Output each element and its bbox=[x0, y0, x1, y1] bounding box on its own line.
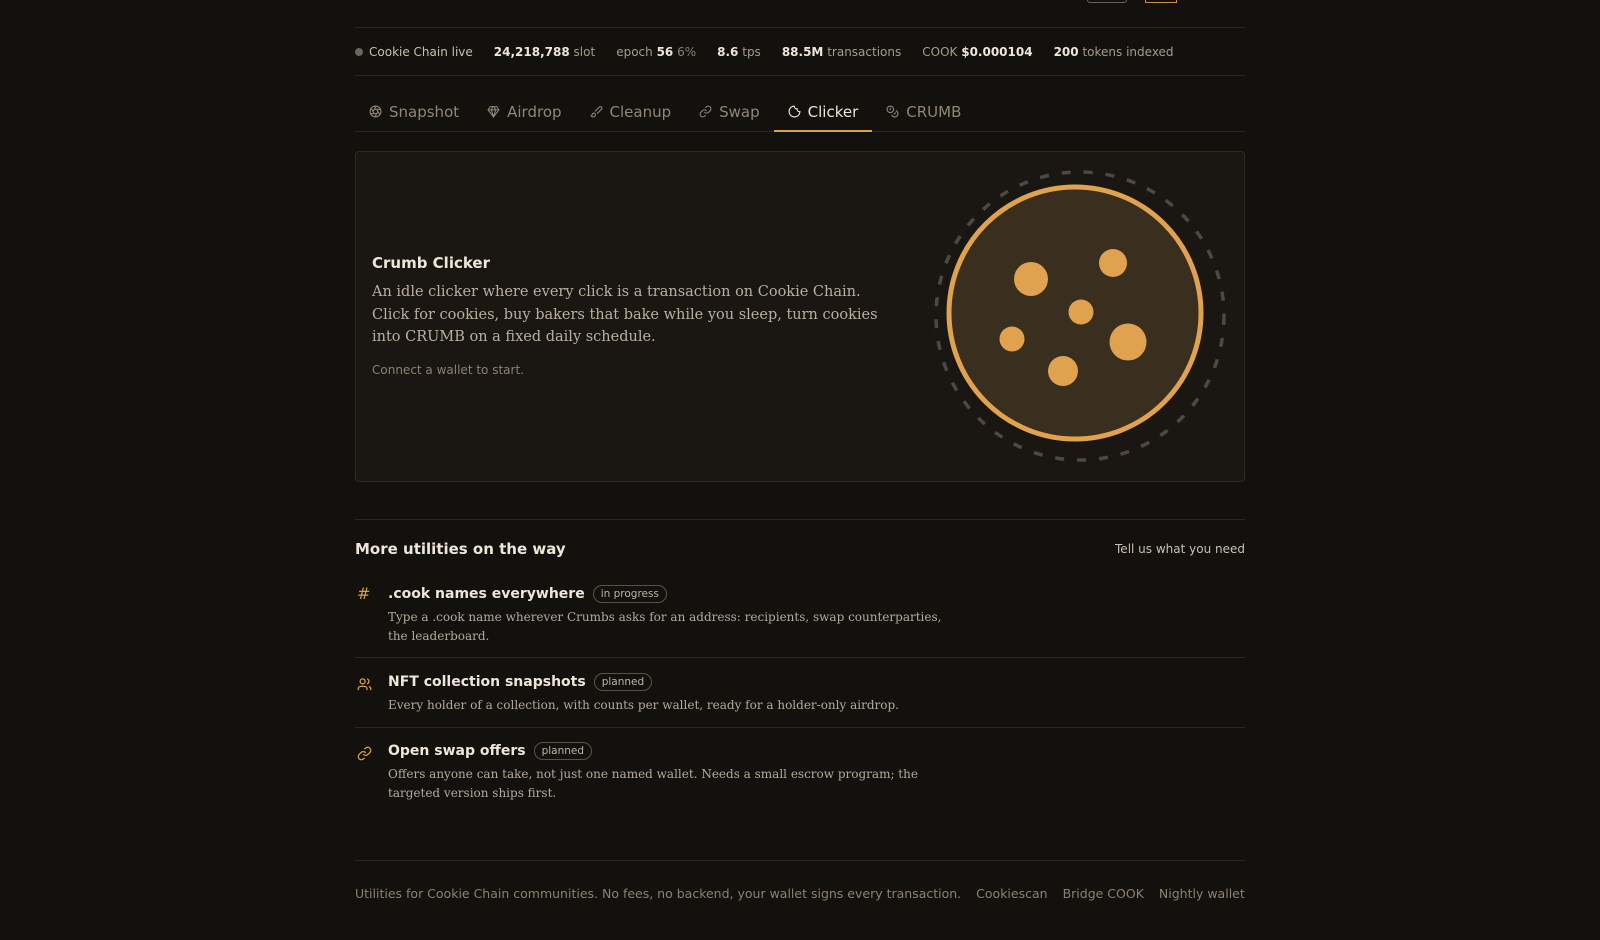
header-accent-button-fragment[interactable] bbox=[1145, 0, 1177, 3]
cookie-chip bbox=[1069, 300, 1094, 325]
epoch-stat bbox=[616, 45, 696, 59]
utility-name-line bbox=[388, 742, 592, 760]
status-badge: in progress bbox=[593, 585, 667, 603]
tab-snapshot[interactable] bbox=[355, 92, 473, 131]
status-bar bbox=[355, 28, 1245, 76]
clicker-card bbox=[355, 151, 1245, 482]
tps-label: tps bbox=[742, 44, 761, 59]
utility-name: .cook names everywhere bbox=[388, 586, 585, 602]
feedback-link[interactable]: Tell us what you need bbox=[1115, 541, 1245, 556]
epoch-percent: 6% bbox=[677, 44, 697, 59]
header-fragment bbox=[355, 0, 1245, 28]
status-badge: planned bbox=[534, 742, 592, 760]
tab-airdrop-label: Airdrop bbox=[507, 102, 562, 121]
connect-wallet-hint: Connect a wallet to start. bbox=[372, 363, 524, 377]
tab-clicker[interactable] bbox=[774, 92, 873, 131]
utilities-title: More utilities on the way bbox=[355, 539, 566, 558]
aperture-icon bbox=[369, 105, 382, 118]
tab-snapshot-label: Snapshot bbox=[389, 102, 460, 121]
footer-link-wallet[interactable]: Nightly wallet bbox=[1158, 886, 1245, 901]
tab-swap[interactable] bbox=[685, 92, 774, 131]
transactions-label: transactions bbox=[827, 44, 902, 59]
utilities-header bbox=[355, 519, 1245, 559]
slot-label: slot bbox=[573, 44, 596, 59]
footer-tagline: Utilities for Cookie Chain communities. No fees, no backend, your wallet signs every transaction. bbox=[355, 886, 962, 901]
tab-airdrop[interactable] bbox=[473, 92, 575, 131]
cookie-chip bbox=[1014, 262, 1048, 296]
utility-name-line bbox=[388, 673, 652, 691]
epoch-label: epoch bbox=[616, 44, 653, 59]
utility-name: NFT collection snapshots bbox=[388, 674, 586, 690]
users-icon bbox=[357, 677, 372, 692]
hash-icon: # bbox=[357, 584, 371, 603]
epoch-value: 56 bbox=[656, 44, 674, 59]
live-indicator bbox=[355, 45, 473, 59]
cookie-chip bbox=[1110, 324, 1147, 361]
transactions-stat bbox=[782, 45, 901, 59]
slot-stat bbox=[494, 45, 595, 59]
utility-item bbox=[355, 585, 1245, 658]
tab-clicker-label: Clicker bbox=[807, 102, 859, 121]
live-dot-icon bbox=[355, 48, 363, 56]
link-icon bbox=[699, 105, 712, 118]
status-badge: planned bbox=[594, 673, 652, 691]
cookie-button[interactable] bbox=[932, 168, 1228, 464]
utility-name: Open swap offers bbox=[388, 743, 526, 759]
clicker-description: An idle clicker where every click is a transaction on Cookie Chain. Click for cookies, buy bakers that bake while you sleep, turn cookies into CRUMB on a fixed daily schedule. bbox=[372, 284, 878, 345]
tab-bar bbox=[355, 92, 1245, 132]
tab-cleanup[interactable] bbox=[576, 92, 686, 131]
live-label: Cookie Chain live bbox=[369, 44, 473, 59]
tps-value: 8.6 bbox=[717, 44, 739, 59]
brush-icon bbox=[590, 105, 603, 118]
tab-crumb[interactable] bbox=[872, 92, 975, 131]
utility-name-line bbox=[388, 585, 667, 603]
cook-label: COOK bbox=[922, 44, 958, 59]
cook-price: $0.000104 bbox=[961, 44, 1033, 59]
cookie-icon bbox=[788, 105, 801, 118]
footer-link-cookiescan[interactable]: Cookiescan bbox=[976, 886, 1048, 901]
header-button-fragment[interactable] bbox=[1087, 0, 1127, 3]
gem-icon bbox=[487, 105, 500, 118]
coins-icon bbox=[886, 105, 899, 118]
link-icon bbox=[357, 746, 372, 761]
tab-cleanup-label: Cleanup bbox=[609, 102, 672, 121]
cook-price-stat bbox=[922, 45, 1032, 59]
cookie-chip bbox=[1000, 327, 1025, 352]
slot-value: 24,218,788 bbox=[493, 44, 570, 59]
tokens-stat bbox=[1054, 45, 1174, 59]
tokens-value: 200 bbox=[1053, 44, 1079, 59]
tps-stat bbox=[717, 45, 761, 59]
footer bbox=[355, 860, 1245, 900]
tokens-label: tokens indexed bbox=[1082, 44, 1174, 59]
cookie-chip bbox=[1099, 249, 1127, 277]
footer-link-bridge[interactable]: Bridge COOK bbox=[1062, 886, 1144, 901]
utility-description: Every holder of a collection, with counts per wallet, ready for a holder-only airdrop. bbox=[388, 698, 899, 712]
clicker-title: Crumb Clicker bbox=[372, 254, 491, 272]
utility-description: Type a .cook name wherever Crumbs asks for an address: recipients, swap counterparties, the leaderboard. bbox=[388, 610, 942, 643]
transactions-value: 88.5M bbox=[781, 44, 824, 59]
utility-item bbox=[355, 742, 1245, 812]
utility-item bbox=[355, 673, 1245, 728]
cookie-chip bbox=[1048, 356, 1078, 386]
tab-swap-label: Swap bbox=[719, 102, 760, 121]
utility-description: Offers anyone can take, not just one named wallet. Needs a small escrow program; the targeted version ships first. bbox=[388, 767, 918, 800]
tab-crumb-label: CRUMB bbox=[906, 102, 962, 121]
